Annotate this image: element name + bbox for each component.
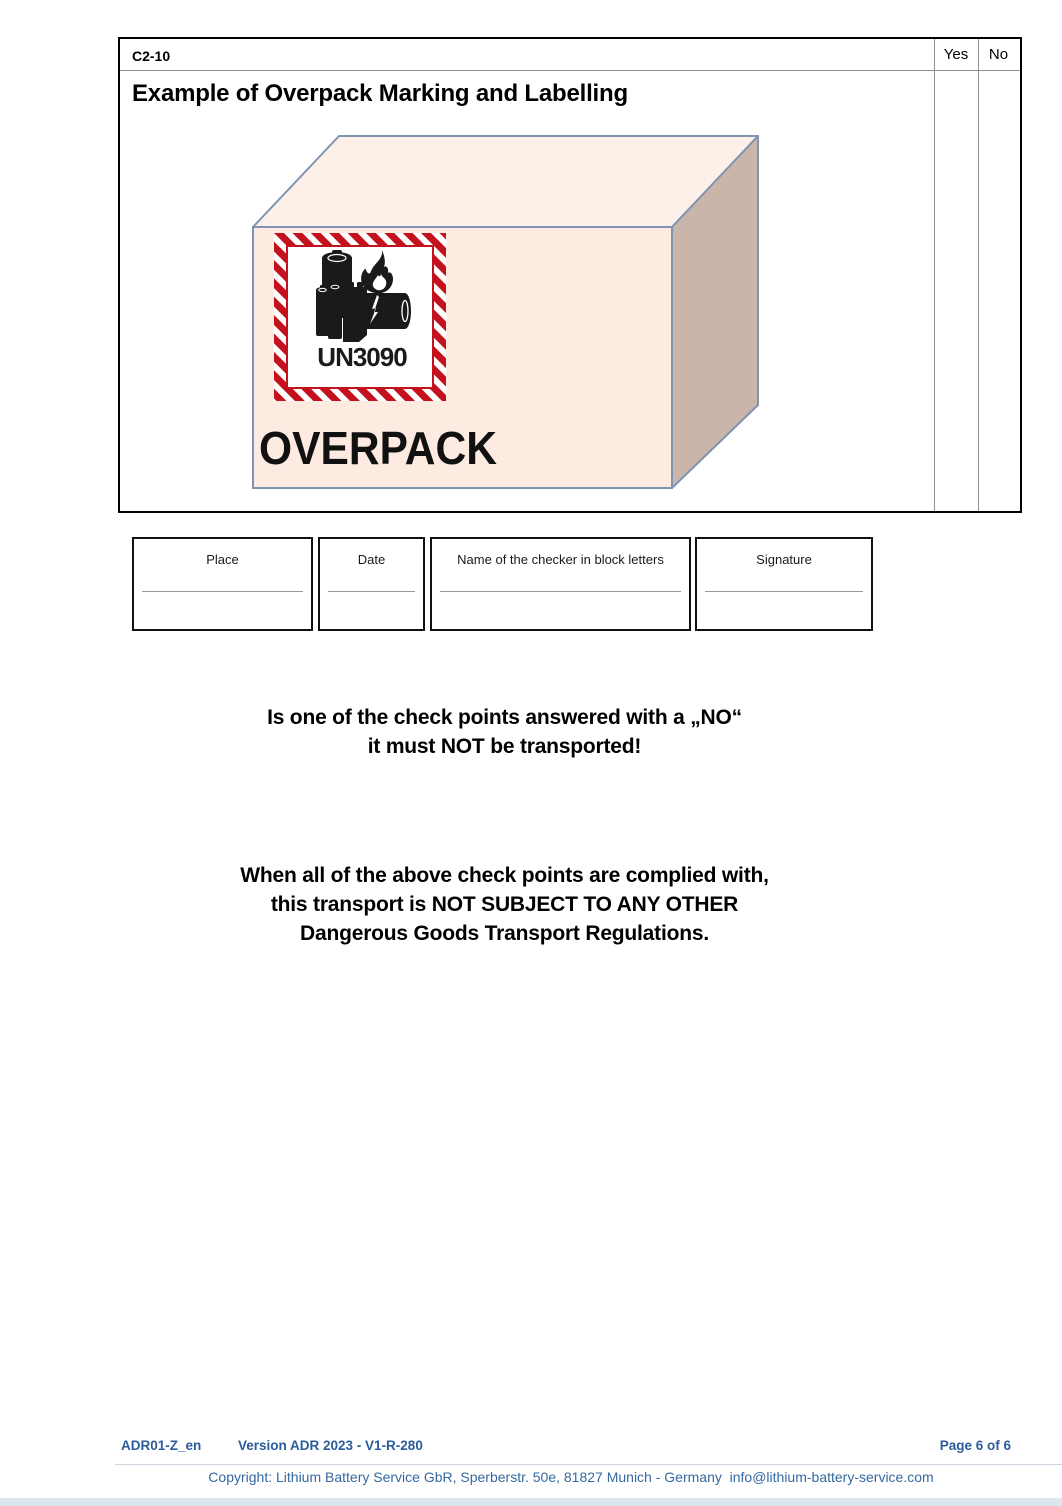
horizontal-battery-icon (367, 293, 411, 329)
header-divider (120, 70, 1020, 71)
field-line (328, 591, 415, 592)
checker-name-field (430, 537, 691, 631)
un-number-text: UN3090 (317, 342, 407, 372)
yes-column-line (934, 39, 935, 511)
field-label: Signature (756, 552, 812, 567)
footer-page-number: Page 6 of 6 (939, 1438, 1011, 1453)
yes-column-header: Yes (943, 46, 969, 63)
no-column-header: No (988, 46, 1009, 63)
place-field (132, 537, 313, 631)
checklist-code: C2-10 (132, 48, 171, 64)
notice-no-line2: it must NOT be transported! (367, 735, 642, 758)
no-column-line (978, 39, 979, 511)
lithium-battery-label (274, 233, 446, 401)
notice-complied-block (0, 861, 1009, 948)
date-field (318, 537, 425, 631)
footer-version: Version ADR 2023 - V1-R-280 (238, 1438, 423, 1453)
overpack-text: OVERPACK (259, 422, 497, 474)
footer-bottom-strip (0, 1498, 1062, 1506)
nine-volt-battery-icon (343, 282, 367, 342)
field-label: Place (206, 552, 239, 567)
notice-complied-line3: Dangerous Goods Transport Regulations. (300, 922, 709, 945)
notice-no-line1: Is one of the check points answered with a „NO“ (267, 706, 742, 729)
footer-doc-id: ADR01-Z_en (121, 1438, 202, 1453)
field-label: Name of the checker in block letters (457, 552, 664, 567)
small-battery-cell-icon (316, 282, 342, 339)
box-top-face (253, 136, 758, 227)
page-title: Example of Overpack Marking and Labelling (132, 80, 628, 107)
footer-divider (115, 1464, 1062, 1465)
notice-complied-line2: this transport is NOT SUBJECT TO ANY OTHER (270, 893, 739, 916)
field-label: Date (357, 552, 386, 567)
notice-no-block (0, 703, 1009, 761)
footer-copyright: Copyright: Lithium Battery Service GbR, Sperberstr. 50e, 81827 Munich - Germany info@lithium-battery-service.com (208, 1469, 934, 1485)
field-line (142, 591, 303, 592)
signature-field (695, 537, 873, 631)
field-line (440, 591, 681, 592)
field-line (705, 591, 863, 592)
overpack-illustration (250, 133, 762, 491)
notice-complied-line1: When all of the above check points are complied with, (240, 864, 769, 887)
